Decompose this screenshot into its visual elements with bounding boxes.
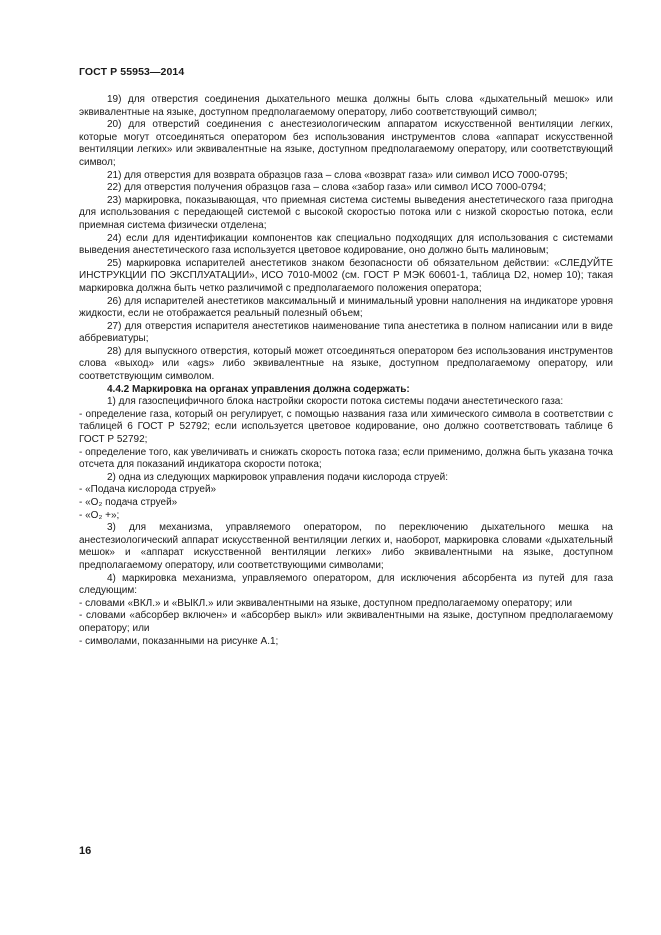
control-item-4-paragraph: 4) маркировка механизма, управляемого оператором, для исключения абсорбента из путей для газа следующим:	[79, 572, 613, 597]
item-22-paragraph: 22) для отверстия получения образцов газа – слова «забор газа» или символ ИСО 7000-0794;	[107, 182, 547, 194]
page-number: 16	[79, 845, 92, 857]
item-24-paragraph: 24) если для идентификации компонентов как специально подходящих для использования с системами выведения анестетического газа используется цветовое кодирование, оно должно быть малиновым;	[79, 232, 613, 257]
absorber-words-bullet: - словами «абсорбер включен» и «абсорбер выкл» или эквивалентными на языке, доступном предполагаемому оператору; или	[79, 610, 613, 634]
control-item-1-paragraph: 1) для газоспецифичного блока настройки скорости потока системы подачи анестетического газа:	[107, 396, 564, 408]
symbols-bullet: - символами, показанными на рисунке А.1;	[79, 635, 279, 647]
item-19-paragraph: 19) для отверстия соединения дыхательного мешка должны быть слова «дыхательный мешок» или эквивалентные на языке, доступном предполагаемому оператору, либо соответствующий символ;	[79, 94, 613, 118]
item-23-paragraph: 23) маркировка, показывающая, что приемная система системы выведения анестетического газа пригодна для использования с передающей системой с высокой скоростью потока или с низкой скоростью потока, если приемная система физически отделена;	[79, 194, 613, 231]
item-20-paragraph: 20) для отверстий соединения с анестезиологическим аппаратом искусственной вентиляции легких, которые могут отсоединяться оператором без использования инструментов слова «аппарат искусственной вентиляции легких» или эквивалентные на языке, доступном предполагаемому оператору, или соответствующий символ;	[79, 119, 613, 168]
item-21-paragraph: 21) для отверстия для возврата образцов газа – слова «возврат газа» или символ ИСО 7000-0795;	[107, 169, 568, 181]
flow-rate-bullet: - определение того, как увеличивать и снижать скорость потока газа; если применимо, должна быть указана точка отсчета для показаний индикатора скорости потока;	[79, 446, 613, 471]
oxygen-flush-bullet-2: - «O₂ подача струей»	[79, 497, 178, 508]
oxygen-flush-bullet-3: - «O₂ +»;	[79, 509, 120, 521]
control-item-2-paragraph: 2) одна из следующих маркировок управления подачи кислорода струей:	[107, 471, 448, 483]
gas-definition-bullet: - определение газа, который он регулирует, с помощью названия газа или химического символа в соответствии с таблицей 6 ГОСТ Р 52792; если используется цветовое кодирование, оно должно соответствовать таблице 6 ГОСТ Р 52792;	[79, 408, 613, 446]
on-off-words-bullet: - словами «ВКЛ.» и «ВЫКЛ.» или эквивалентными на языке, доступном предполагаемому оператору; или	[79, 597, 573, 609]
item-26-paragraph: 26) для испарителей анестетиков максимальный и минимальный уровни наполнения на индикаторе уровня жидкости, если не отображается реальный полезный объем;	[79, 295, 613, 320]
item-25-paragraph: 25) маркировка испарителей анестетиков знаком безопасности об обязательном действии: «СЛЕДУЙТЕ ИНСТРУКЦИИ ПО ЭКСПЛУАТАЦИИ», ИСО 7010-М002 (см. ГОСТ Р МЭК 60601-1, таблица D2, номер 10); такая маркировка должна быть четко различимой с предполагаемого положения оператора;	[79, 257, 613, 294]
document-header: ГОСТ Р 55953—2014	[79, 66, 185, 78]
item-28-paragraph: 28) для выпускного отверстия, который может отсоединяться оператором без использования инструментов слова «выход» или «ags» либо эквивалентные на языке, доступном предполагаемому оператору, или соответствующим символом.	[79, 345, 613, 383]
oxygen-flush-bullet-1: - «Подача кислорода струей»	[79, 484, 217, 496]
control-item-3-paragraph: 3) для механизма, управляемого оператором, по переключению дыхательного мешка на анестезиологический аппарат искусственной вентиляции легких и, наоборот, маркировка словами «дыхательный мешок» и «аппарат искусственной вентиляции легких» либо эквивалентными на языке, доступном предполагаемому оператору, или соответствующими символами;	[79, 522, 613, 571]
item-27-paragraph: 27) для отверстия испарителя анестетиков наименование типа анестетика в полном написании или в виде аббревиатуры;	[79, 320, 613, 345]
section-4-4-2-heading: 4.4.2 Маркировка на органах управления должна содержать:	[107, 383, 410, 395]
document-body	[79, 94, 613, 648]
